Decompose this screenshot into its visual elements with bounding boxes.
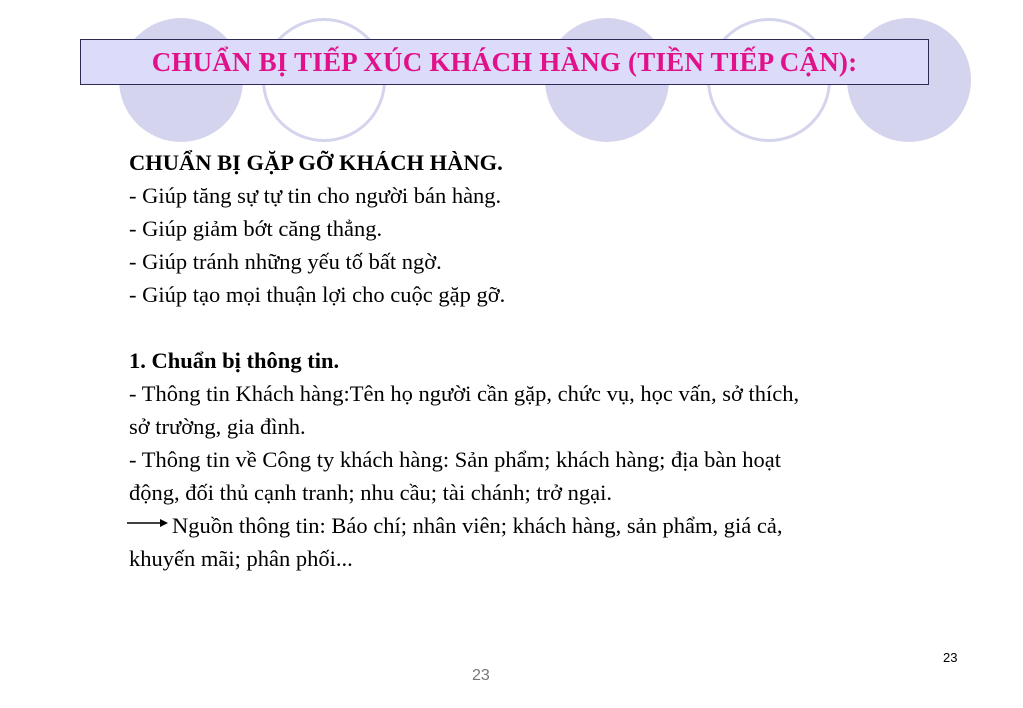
bullet-item: - Giúp giảm bớt căng thẳng. [129,216,383,241]
section-heading: CHUẨN BỊ GẶP GỠ KHÁCH HÀNG. [129,150,503,175]
subheading: 1. Chuẩn bị thông tin. [129,348,340,373]
spacer [129,311,969,344]
bullet-item: - Giúp tăng sự tự tin cho người bán hàng. [129,183,502,208]
info-line: - Thông tin Khách hàng:Tên họ người cần gặp, chức vụ, học vấn, sở thích, [129,381,800,406]
info-line: - Thông tin về Công ty khách hàng: Sản phẩm; khách hàng; địa bàn hoạt [129,447,781,472]
info-line: động, đối thủ cạnh tranh; nhu cầu; tài chánh; trở ngại. [129,480,613,505]
slide-title: CHUẨN BỊ TIẾP XÚC KHÁCH HÀNG (TIỀN TIẾP CẬN): [151,46,858,77]
source-text: Nguồn thông tin: Báo chí; nhân viên; khách hàng, sản phẩm, giá cả, [172,513,783,538]
source-line [129,509,969,542]
source-line-continued: khuyến mãi; phân phối... [129,546,353,571]
info-line: sở trường, gia đình. [129,414,306,439]
bullet-item: - Giúp tránh những yếu tố bất ngờ. [129,249,442,274]
bullet-item: - Giúp tạo mọi thuận lợi cho cuộc gặp gỡ. [129,282,506,307]
slide-content [129,146,969,575]
page-number-center: 23 [472,667,490,684]
page-number-right: 23 [943,650,958,665]
title-box [80,39,929,85]
arrow-right-icon [129,523,169,533]
